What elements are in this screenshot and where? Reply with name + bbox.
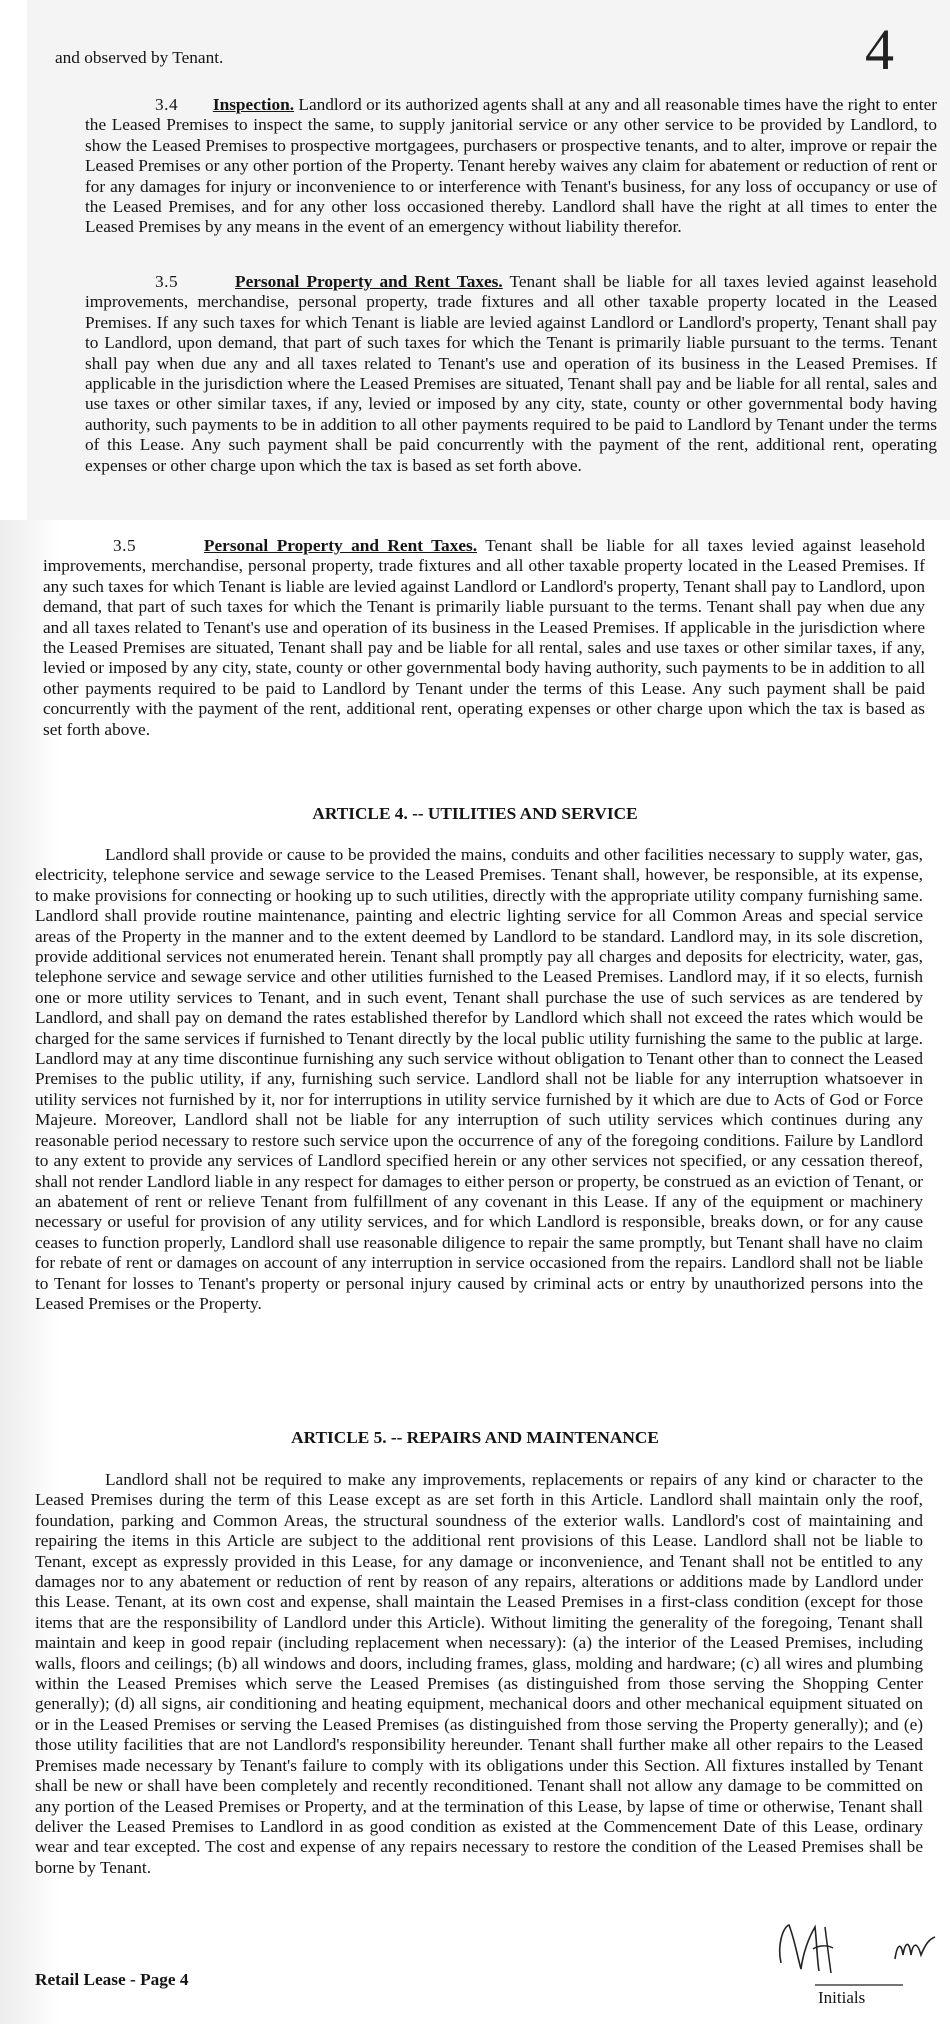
article-4-body [35,845,923,1314]
section-body: Tenant shall be liable for all taxes levied against leasehold improvements, merchandise, personal property, trade fixtures and all other taxable property located in the Leased Premises. If any such taxes for which Tenant is liable are levied against Landlord or Landlord's property, Tenant shall pay to Landlord, upon demand, that part of such taxes for which the Tenant is primarily liable pursuant to the terms. Tenant shall pay when due any and all taxes related to Tenant's use and operation of its business in the Leased Premises. If applicable in the jurisdiction where the Leased Premises are situated, Tenant shall pay and be liable for all rental, sales and use taxes or other similar taxes, if any, levied or imposed by any city, state, county or other governmental body having authority, such payments to be in addition to all other payments required to be paid to Landlord by Tenant under the terms of this Lease. Any such payment shall be paid concurrently with the payment of the rent, additional rent, operating expenses or other charge upon which the tax is based as set forth above. [43,536,925,739]
section-3-4 [85,95,937,238]
section-number: 3.5 [155,272,179,291]
section-title: Inspection. [212,95,295,114]
section-3-5-first [85,272,937,476]
section-title: Personal Property and Rent Taxes. [203,536,478,555]
page-number: 4 [865,17,894,82]
section-title: Personal Property and Rent Taxes. [235,272,503,291]
article-5-paragraph: Landlord shall not be required to make any improvements, replacements or repairs of any kind or character to the Leased Premises during the term of this Lease except as are set forth in this Article. Landlord shall maintain only the roof, foundation, parking and Common Areas, the structural soundness of the exterior walls. Landlord's cost of maintaining and repairing the items in this Article are subject to the additional rent provisions of this Lease. Landlord shall not be liable to Tenant, except as expressly provided in this Lease, for any damage or inconvenience, and Tenant shall not be entitled to any damages nor to any abatement or reduction of rent by reason of any repairs, alterations or additions made by Landlord under this Lease. Tenant, at its own cost and expense, shall maintain the Leased Premises in a first-class condition (except for those items that are the responsibility of Landlord under this Article). Without limiting the generality of the foregoing, Tenant shall maintain and keep in good repair (including replacement when necessary): (a) the interior of the Leased Premises, including walls, floors and ceilings; (b) all windows and doors, including frames, glass, molding and hardware; (c) all wires and plumbing within the Leased Premises which serve the Leased Premises (as distinguished from those serving the Shopping Center generally); (d) all signs, air conditioning and heating equipment, mechanical doors and other mechanical equipment situated on or in the Leased Premises or serving the Leased Premises (as distinguished from those serving the Property generally); and (e) those utility facilities that are not Landlord's responsibility hereunder. Tenant shall further make all other repairs to the Leased Premises made necessary by Tenant's failure to comply with its obligations under this Section. All fixtures installed by Tenant shall be new or shall have been completely and recently reconditioned. Tenant shall not allow any damage to be committed on any portion of the Leased Premises or Property, and at the termination of this Lease, by lapse of time or otherwise, Tenant shall deliver the Leased Premises to Landlord in as good condition as existed at the Commencement Date of this Lease, ordinary wear and tear excepted. The cost and expense of any repairs necessary to restore the condition of the Leased Premises shall be borne by Tenant. [35,1470,923,1877]
article-4-paragraph: Landlord shall provide or cause to be provided the mains, conduits and other facilities necessary to supply water, gas, electricity, telephone service and sewage service to the Leased Premises. Tenant shall, however, be responsible, at its expense, to make provisions for connecting or hooking up to such utilities, directly with the appropriate utility company furnishing same. Landlord shall provide routine maintenance, painting and electric lighting service for all Common Areas and special service areas of the Property in the manner and to the extent deemed by Landlord to be standard. Landlord may, in its sole discretion, provide additional services not enumerated herein. Tenant shall promptly pay all charges and deposits for electricity, water, gas, telephone service and sewage service and other utilities furnished to the Leased Premises. Landlord may, if it so elects, furnish one or more utility services to Tenant, and in such event, Tenant shall purchase the use of such services as are tendered by Landlord, and shall pay on demand the rates established therefor by Landlord which shall not exceed the rates which would be charged for the same services if furnished to Tenant directly by the local public utility furnishing the same to the public at large. Landlord may at any time discontinue furnishing any such service without obligation to Tenant other than to connect the Leased Premises to the public utility, if any, furnishing such service. Landlord shall not be liable for any interruption whatsoever in utility services not furnished by it, nor for interruptions in utility service furnished by it which are due to Acts of God or Force Majeure. Moreover, Landlord shall not be liable for any interruption of such utility services which continues during any reasonable period necessary to restore such service upon the occurrence of any of the foregoing conditions. Failure by Landlord to any extent to provide any services of Landlord specified herein or any other services not specified, or any cessation thereof, shall not render Landlord liable in any respect for damages to either person or property, be construed as an eviction of Tenant, or an abatement of rent or relieve Tenant from fulfillment of any covenant in this Lease. If any of the equipment or machinery necessary or useful for provision of any utility services, and for which Landlord is responsible, breaks down, or for any cause ceases to function properly, Landlord shall use reasonable diligence to repair the same promptly, but Tenant shall have no claim for rebate of rent or damages on account of any interruption in service occasioned from the repairs. Landlord shall not be liable to Tenant for losses to Tenant's property or personal injury caused by criminal acts or entry by unauthorized persons into the Leased Premises or the Property. [35,845,923,1313]
section-number: 3.5 [113,536,137,555]
article-4-heading: ARTICLE 4. -- UTILITIES AND SERVICE [312,804,638,823]
carryover-text: and observed by Tenant. [55,48,224,67]
initials-label: Initials [818,1988,866,2007]
section-number: 3.4 [155,95,179,114]
page-footer: Retail Lease - Page 4 [35,1970,189,1989]
article-5-body [35,1470,923,1878]
section-3-5-second [43,536,925,740]
section-body: Landlord or its authorized agents shall at any and all reasonable times have the right to enter the Leased Premises to inspect the same, to supply janitorial service or any other service to be provided by Landlord, to show the Leased Premises to prospective mortgagees, purchasers or prospective tenants, and to alter, improve or repair the Leased Premises or any other portion of the Property. Tenant hereby waives any claim for abatement or reduction of rent or for any damages for injury or inconvenience to or interference with Tenant's business, for any loss of occupancy or use of the Leased Premises, and for any other loss occasioned thereby. Landlord shall have the right at all times to enter the Leased Premises by any means in the event of an emergency without liability therefor. [85,95,938,237]
handwritten-initials-signature [775,1915,945,1990]
carryover-line [55,48,655,68]
section-body: Tenant shall be liable for all taxes levied against leasehold improvements, merchandise, personal property, trade fixtures and all other taxable property located in the Leased Premises. If any such taxes for which Tenant is liable are levied against Landlord or Landlord's property, Tenant shall pay to Landlord, upon demand, that part of such taxes for which the Tenant is primarily liable pursuant to the terms. Tenant shall pay when due any and all taxes related to Tenant's use and operation of its business in the Leased Premises. If applicable in the jurisdiction where the Leased Premises are situated, Tenant shall pay and be liable for all rental, sales and use taxes or other similar taxes, if any, levied or imposed by any city, state, county or other governmental body having authority, such payments to be in addition to all other payments required to be paid to Landlord by Tenant under the terms of this Lease. Any such payment shall be paid concurrently with the payment of the rent, additional rent, operating expenses or other charge upon which the tax is based as set forth above. [85,272,937,475]
article-5-heading: ARTICLE 5. -- REPAIRS AND MAINTENANCE [291,1428,659,1447]
